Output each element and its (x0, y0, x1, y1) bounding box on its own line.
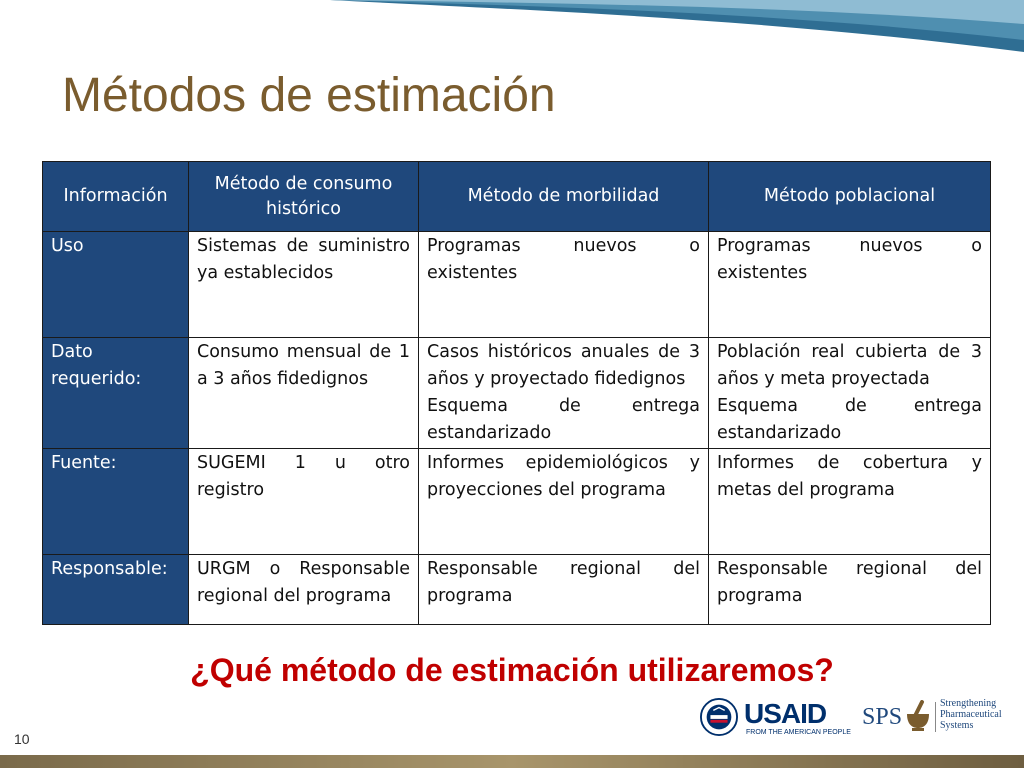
cell-text: Casos históricos anuales de 3 años y proyectado fidedignos (427, 342, 700, 389)
sps-divider (935, 702, 936, 732)
cell-text: Consumo mensual de 1 a 3 años fidedignos (197, 342, 410, 389)
table-cell (189, 338, 419, 449)
usaid-seal-icon (700, 698, 738, 736)
table-row-dato-requerido (43, 338, 991, 449)
sps-tagline-line: Pharmaceutical (940, 709, 1002, 720)
methods-table-container (42, 161, 991, 625)
table-row-uso (43, 232, 991, 338)
cell-text: Población real cubierta de 3 años y meta proyectada (717, 342, 982, 389)
row-label-uso: Uso (43, 232, 189, 338)
cell-text: URGM o Responsable regional del programa (197, 559, 410, 606)
cell-text: Informes de cobertura y metas del programa (717, 453, 982, 500)
footer-logos (700, 696, 1020, 746)
table-cell (419, 232, 709, 338)
cell-text: Sistemas de suministro ya establecidos (197, 236, 410, 283)
table-cell (709, 449, 991, 555)
cell-text: Programas nuevos o existentes (427, 236, 700, 283)
usaid-tagline: FROM THE AMERICAN PEOPLE (746, 729, 851, 736)
bottom-band-decoration (0, 755, 1024, 768)
row-label-dato-requerido: Dato requerido: (43, 338, 189, 449)
usaid-logo-text: USAID (744, 698, 827, 729)
methods-table (42, 161, 991, 625)
row-label-fuente: Fuente: (43, 449, 189, 555)
table-cell (709, 555, 991, 625)
sps-logo-text: SPS (862, 704, 903, 730)
table-row-responsable (43, 555, 991, 625)
header-poblacional: Método poblacional (709, 162, 991, 232)
slide-title: Métodos de estimación (62, 69, 556, 122)
cell-text: SUGEMI 1 u otro registro (197, 453, 410, 500)
table-cell (419, 555, 709, 625)
table-cell (709, 338, 991, 449)
table-cell (419, 449, 709, 555)
question-text: ¿Qué método de estimación utilizaremos? (190, 652, 834, 688)
cell-text: Programas nuevos o existentes (717, 236, 982, 283)
cell-text: Esquema de entrega estandarizado (427, 396, 700, 443)
table-header-row (43, 162, 991, 232)
page-number: 10 (14, 731, 30, 747)
table-cell (189, 555, 419, 625)
header-morbilidad: Método de morbilidad (419, 162, 709, 232)
sps-tagline-line: Strengthening (940, 698, 997, 709)
header-consumo-historico: Método de consumo histórico (189, 162, 419, 232)
cell-text: Informes epidemiológicos y proyecciones del programa (427, 453, 700, 500)
sps-tagline-line: Systems (940, 720, 974, 731)
table-cell (189, 232, 419, 338)
table-cell (709, 232, 991, 338)
cell-text: Responsable regional del programa (427, 559, 700, 606)
cell-text: Responsable regional del programa (717, 559, 982, 606)
table-cell (419, 338, 709, 449)
table-cell (189, 449, 419, 555)
top-wave-decoration (0, 0, 1024, 70)
cell-text: Esquema de entrega estandarizado (717, 396, 982, 443)
sps-tagline (940, 698, 1002, 731)
header-informacion: Información (43, 162, 189, 232)
mortar-pestle-icon (904, 700, 932, 732)
row-label-responsable: Responsable: (43, 555, 189, 625)
table-row-fuente (43, 449, 991, 555)
